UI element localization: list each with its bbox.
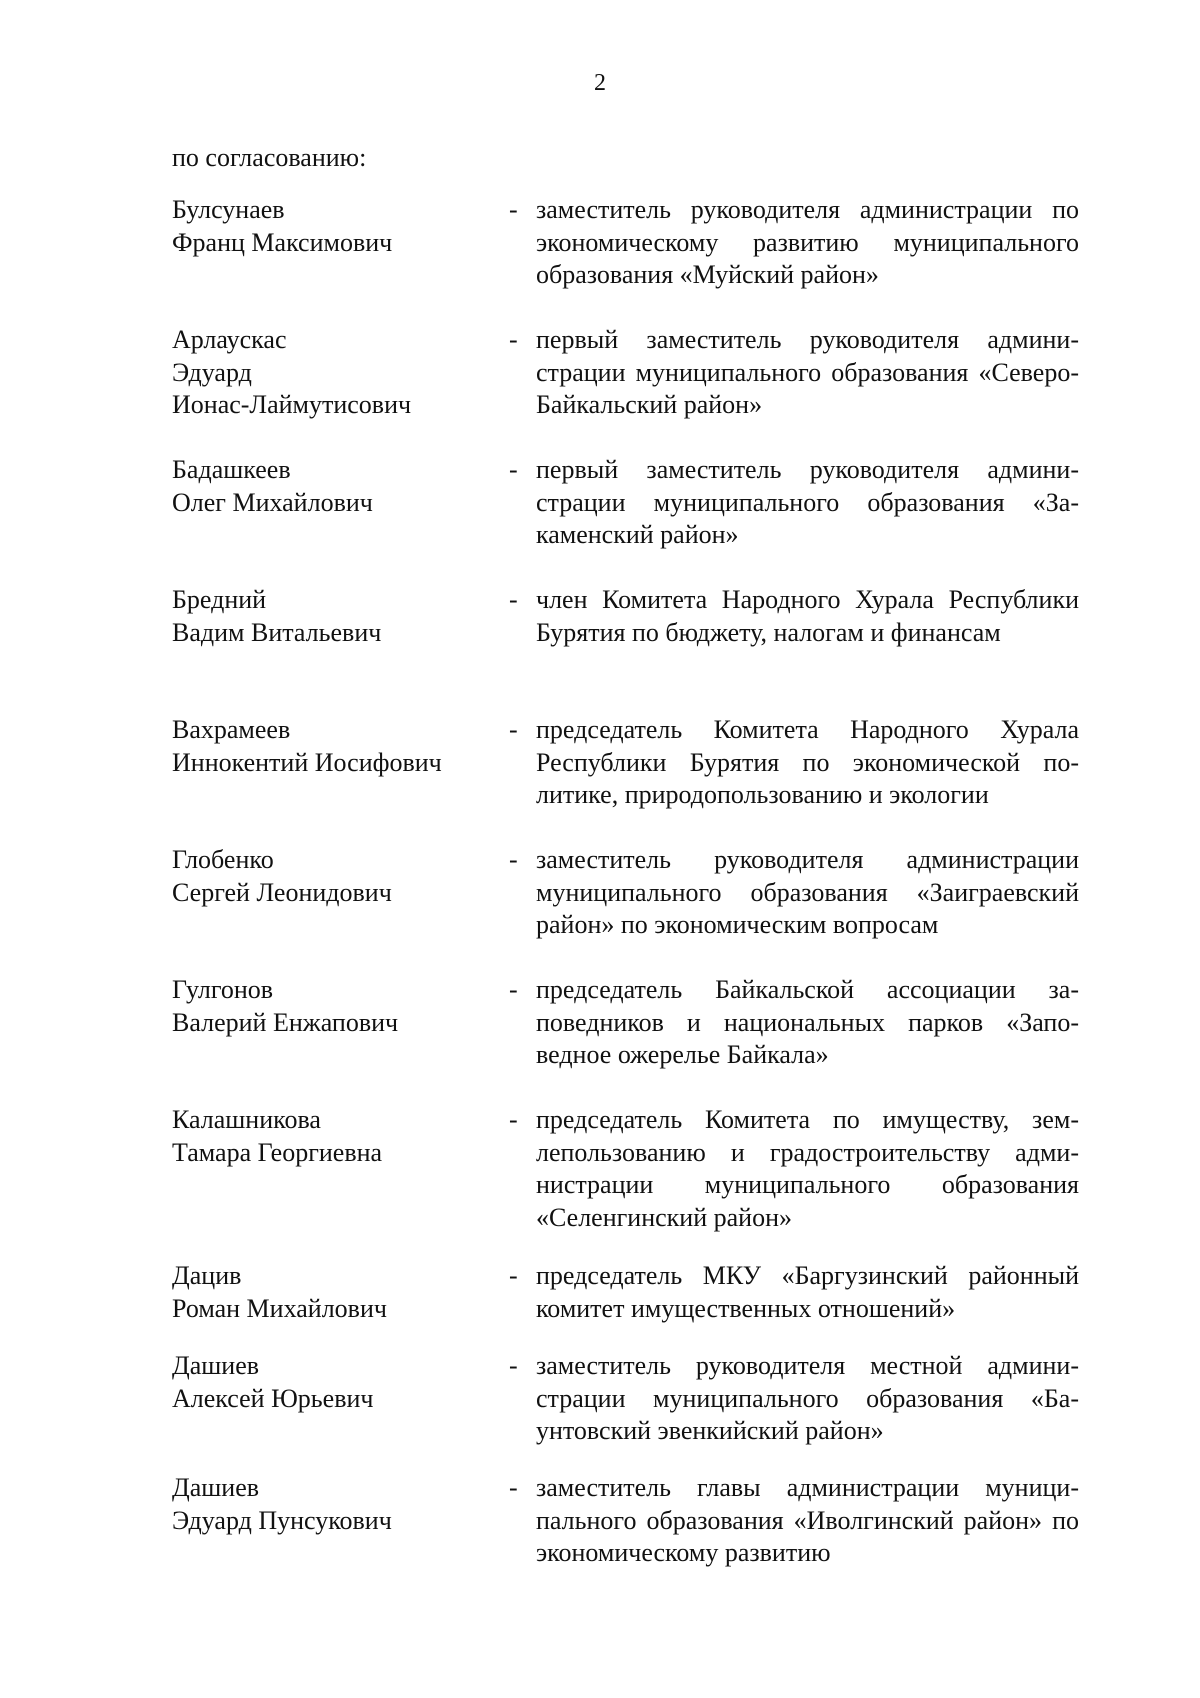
member-surname: Бадашкеев bbox=[172, 455, 291, 484]
dash: - bbox=[509, 1261, 518, 1290]
dash: - bbox=[509, 195, 518, 224]
dash: - bbox=[509, 455, 518, 484]
member-description: председатель МКУ «Баргузинский районный комитет имущественных отношений» bbox=[536, 1261, 1079, 1323]
member-name bbox=[172, 974, 502, 1039]
member-surname: Дашиев bbox=[172, 1473, 260, 1502]
member-description: первый заместитель руководителя администрации муниципального образования «Закаменский район» bbox=[536, 455, 1079, 549]
member-given-name: Франц Максимович bbox=[172, 227, 393, 257]
dash: - bbox=[509, 1351, 518, 1380]
dash: - bbox=[509, 1473, 518, 1502]
member-surname: Вахрамеев bbox=[172, 715, 291, 744]
page-number: 2 bbox=[594, 70, 606, 96]
member-given-name: Эдуард Пунсукович bbox=[172, 1505, 392, 1535]
dash: - bbox=[509, 585, 518, 614]
member-surname: Дацив bbox=[172, 1261, 242, 1290]
member-name bbox=[172, 194, 502, 259]
member-surname: Дашиев bbox=[172, 1351, 260, 1380]
member-given-name: Роман Михайлович bbox=[172, 1293, 387, 1323]
intro-heading: по согласованию: bbox=[172, 143, 367, 172]
member-name bbox=[172, 844, 502, 909]
member-description: член Комитета Народного Хурала Республики Бурятия по бюджету, налогам и финансам bbox=[536, 585, 1079, 647]
member-name bbox=[172, 1472, 502, 1537]
member-description: первый заместитель руководителя администрации муниципального образования «Северо-Байкальский район» bbox=[536, 325, 1079, 419]
member-given-name: Тамара Георгиевна bbox=[172, 1137, 383, 1167]
member-surname: Калашникова bbox=[172, 1105, 321, 1134]
member-description: заместитель руководителя местной администрации муниципального образования «Баунтовский эвенкийский район» bbox=[536, 1351, 1079, 1445]
member-name bbox=[172, 584, 502, 649]
member-surname: Гулгонов bbox=[172, 975, 274, 1004]
member-surname: Арлаускас bbox=[172, 325, 287, 354]
member-description: председатель Комитета по имуществу, землепользованию и градостроительству администрации муниципального образования «Селенгинский район» bbox=[536, 1105, 1079, 1232]
dash: - bbox=[509, 1105, 518, 1134]
member-description: председатель Байкальской ассоциации заповедников и национальных парков «Заповедное ожерелье Байкала» bbox=[536, 975, 1079, 1069]
member-description: заместитель руководителя администрации муниципального образования «Заиграевский район» по экономическим вопросам bbox=[536, 845, 1079, 939]
member-description: председатель Комитета Народного Хурала Республики Бурятия по экономической политике, природопользованию и экологии bbox=[536, 715, 1079, 809]
member-given-name: Вадим Витальевич bbox=[172, 617, 382, 647]
member-patronymic: Ионас-Лаймутисович bbox=[172, 390, 412, 419]
member-name bbox=[172, 454, 502, 519]
member-name bbox=[172, 1260, 502, 1325]
member-surname: Глобенко bbox=[172, 845, 274, 874]
dash: - bbox=[509, 325, 518, 354]
member-given-name: Сергей Леонидович bbox=[172, 877, 392, 907]
member-description: заместитель главы администрации муниципального образования «Иволгинский район» по экономическому развитию bbox=[536, 1473, 1079, 1567]
dash: - bbox=[509, 715, 518, 744]
member-given-name: Эдуард bbox=[172, 357, 252, 387]
member-description: заместитель руководителя администрации по экономическому развитию муниципального образования «Муйский район» bbox=[536, 195, 1079, 289]
member-name bbox=[172, 714, 502, 779]
member-name bbox=[172, 324, 502, 422]
member-given-name: Валерий Енжапович bbox=[172, 1007, 399, 1037]
member-name bbox=[172, 1104, 502, 1169]
member-name bbox=[172, 1350, 502, 1415]
member-given-name: Алексей Юрьевич bbox=[172, 1383, 374, 1413]
dash: - bbox=[509, 845, 518, 874]
dash: - bbox=[509, 975, 518, 1004]
member-surname: Булсунаев bbox=[172, 195, 285, 224]
member-given-name: Олег Михайлович bbox=[172, 487, 373, 517]
member-given-name: Иннокентий Иосифович bbox=[172, 747, 442, 777]
member-surname: Бредний bbox=[172, 585, 267, 614]
